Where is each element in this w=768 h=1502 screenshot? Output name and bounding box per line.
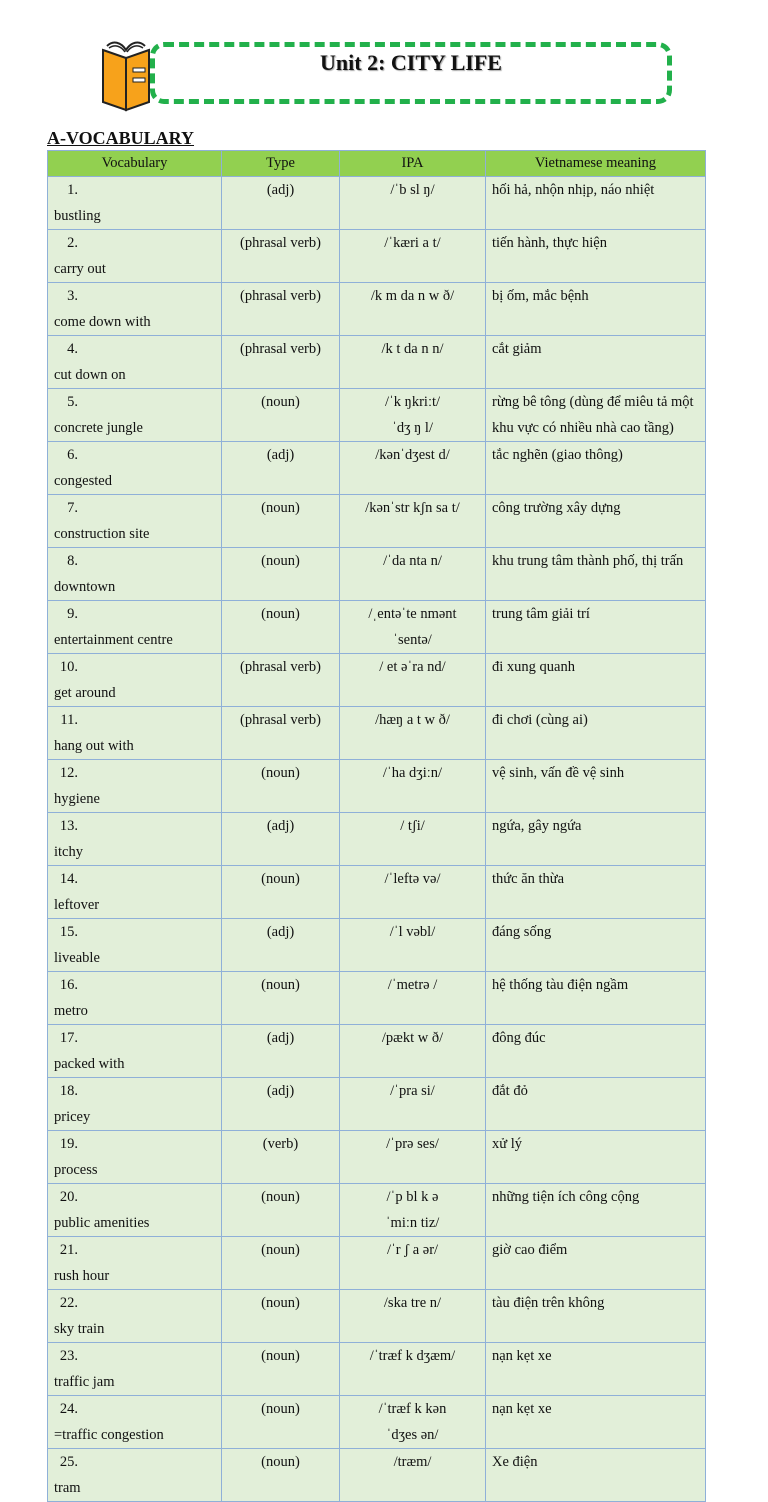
cell-type: (noun)	[222, 1290, 340, 1343]
cell-vocabulary	[48, 336, 222, 389]
cell-ipa: /ˈmetrə /	[340, 972, 486, 1025]
table-row	[48, 1449, 706, 1502]
cell-meaning: xử lý	[486, 1131, 706, 1184]
column-header-type: Type	[222, 151, 340, 177]
vocabulary-word: rush hour	[54, 1268, 110, 1284]
cell-vocabulary	[48, 1396, 222, 1449]
row-number: 6.	[67, 447, 78, 463]
cell-ipa: / tʃi/	[340, 813, 486, 866]
row-number: 15.	[59, 924, 78, 940]
row-number: 10.	[59, 659, 78, 675]
row-number: 20.	[59, 1189, 78, 1205]
cell-type: (phrasal verb)	[222, 336, 340, 389]
vocabulary-word: cut down on	[54, 367, 126, 383]
cell-vocabulary	[48, 866, 222, 919]
cell-type: (phrasal verb)	[222, 707, 340, 760]
row-number: 3.	[67, 288, 78, 304]
cell-ipa: /kənˈdʒest d/	[340, 442, 486, 495]
table-row	[48, 1078, 706, 1131]
cell-type: (noun)	[222, 760, 340, 813]
cell-type: (adj)	[222, 1078, 340, 1131]
cell-type: (adj)	[222, 1025, 340, 1078]
cell-vocabulary	[48, 1131, 222, 1184]
row-number: 1.	[67, 182, 78, 198]
cell-type: (adj)	[222, 442, 340, 495]
table-header-row	[48, 151, 706, 177]
cell-type: (noun)	[222, 1237, 340, 1290]
cell-meaning: giờ cao điểm	[486, 1237, 706, 1290]
table-row	[48, 601, 706, 654]
cell-ipa: /ˈp bl k ə ˈmiːn tiz/	[340, 1184, 486, 1237]
cell-ipa: /hæŋ a t w ð/	[340, 707, 486, 760]
row-number: 21.	[59, 1242, 78, 1258]
cell-vocabulary	[48, 495, 222, 548]
vocabulary-word: bustling	[54, 208, 101, 224]
table-row	[48, 1343, 706, 1396]
cell-type: (noun)	[222, 601, 340, 654]
cell-vocabulary	[48, 813, 222, 866]
cell-vocabulary	[48, 230, 222, 283]
page-title: Unit 2: CITY LIFE	[320, 50, 502, 75]
vocabulary-word: leftover	[54, 897, 100, 913]
cell-ipa: /ˈha dʒiːn/	[340, 760, 486, 813]
cell-meaning: rừng bê tông (dùng để miêu tả một khu vực có nhiều nhà cao tầng)	[486, 389, 706, 442]
cell-meaning: nạn kẹt xe	[486, 1343, 706, 1396]
cell-meaning: thức ăn thừa	[486, 866, 706, 919]
open-book-icon	[95, 38, 157, 112]
row-number: 24.	[59, 1401, 78, 1417]
vocabulary-word: =traffic congestion	[54, 1427, 164, 1443]
row-number: 9.	[67, 606, 78, 622]
cell-ipa: /ˈl vəbl/	[340, 919, 486, 972]
vocabulary-word: public amenities	[54, 1215, 150, 1231]
section-heading: A-VOCABULARY	[47, 128, 195, 148]
row-number: 11.	[60, 712, 78, 728]
vocabulary-word: come down with	[54, 314, 151, 330]
vocabulary-word: itchy	[54, 844, 83, 860]
cell-ipa: /ˈda nta n/	[340, 548, 486, 601]
cell-meaning: tiến hành, thực hiện	[486, 230, 706, 283]
cell-type: (noun)	[222, 1396, 340, 1449]
table-row	[48, 760, 706, 813]
cell-meaning: đi xung quanh	[486, 654, 706, 707]
vocabulary-word: carry out	[54, 261, 106, 277]
row-number: 7.	[67, 500, 78, 516]
row-number: 2.	[67, 235, 78, 251]
cell-ipa: /ˈtræf k dʒæm/	[340, 1343, 486, 1396]
cell-ipa: /ˈleftə və/	[340, 866, 486, 919]
cell-ipa: / et əˈra nd/	[340, 654, 486, 707]
table-row	[48, 707, 706, 760]
table-row	[48, 1131, 706, 1184]
cell-type: (noun)	[222, 1343, 340, 1396]
row-number: 16.	[59, 977, 78, 993]
cell-vocabulary	[48, 548, 222, 601]
row-number: 8.	[67, 553, 78, 569]
cell-meaning: khu trung tâm thành phố, thị trấn	[486, 548, 706, 601]
cell-meaning: Xe điện	[486, 1449, 706, 1502]
cell-ipa: /ˈb sl ŋ/	[340, 177, 486, 230]
cell-type: (verb)	[222, 1131, 340, 1184]
cell-vocabulary	[48, 707, 222, 760]
cell-meaning: ngứa, gây ngứa	[486, 813, 706, 866]
cell-vocabulary	[48, 654, 222, 707]
table-row	[48, 389, 706, 442]
cell-meaning: hối hả, nhộn nhịp, náo nhiệt	[486, 177, 706, 230]
row-number: 25.	[59, 1454, 78, 1470]
cell-meaning: đáng sống	[486, 919, 706, 972]
cell-ipa: /ˈpra si/	[340, 1078, 486, 1131]
row-number: 17.	[59, 1030, 78, 1046]
cell-type: (adj)	[222, 919, 340, 972]
table-row	[48, 919, 706, 972]
cell-vocabulary	[48, 442, 222, 495]
cell-type: (noun)	[222, 972, 340, 1025]
cell-type: (phrasal verb)	[222, 230, 340, 283]
vocabulary-word: metro	[54, 1003, 88, 1019]
cell-type: (noun)	[222, 389, 340, 442]
table-row	[48, 336, 706, 389]
vocabulary-word: congested	[54, 473, 112, 489]
cell-ipa: /pækt w ð/	[340, 1025, 486, 1078]
cell-ipa: /ˈtræf k kən ˈdʒes ən/	[340, 1396, 486, 1449]
vocabulary-word: hang out with	[54, 738, 134, 754]
cell-type: (adj)	[222, 813, 340, 866]
cell-vocabulary	[48, 1025, 222, 1078]
row-number: 14.	[59, 871, 78, 887]
cell-meaning: công trường xây dựng	[486, 495, 706, 548]
table-row	[48, 1290, 706, 1343]
table-row	[48, 442, 706, 495]
vocabulary-word: get around	[54, 685, 116, 701]
table-row	[48, 1025, 706, 1078]
vocabulary-word: packed with	[54, 1056, 125, 1072]
row-number: 19.	[59, 1136, 78, 1152]
table-body	[48, 177, 706, 1502]
cell-type: (phrasal verb)	[222, 283, 340, 336]
table-row	[48, 548, 706, 601]
row-number: 12.	[59, 765, 78, 781]
cell-ipa: /træm/	[340, 1449, 486, 1502]
row-number: 22.	[59, 1295, 78, 1311]
table-row	[48, 177, 706, 230]
table-row	[48, 654, 706, 707]
table-row	[48, 283, 706, 336]
column-header-meaning: Vietnamese meaning	[486, 151, 706, 177]
vocabulary-table	[47, 150, 706, 1502]
cell-vocabulary	[48, 177, 222, 230]
cell-meaning: tắc nghẽn (giao thông)	[486, 442, 706, 495]
table-row	[48, 230, 706, 283]
table-row	[48, 1237, 706, 1290]
cell-vocabulary	[48, 389, 222, 442]
table-row	[48, 1396, 706, 1449]
cell-vocabulary	[48, 1449, 222, 1502]
vocabulary-word: tram	[54, 1480, 81, 1496]
cell-ipa: /kənˈstr kʃn sa t/	[340, 495, 486, 548]
cell-meaning: hệ thống tàu điện ngầm	[486, 972, 706, 1025]
cell-meaning: đông đúc	[486, 1025, 706, 1078]
row-number: 18.	[59, 1083, 78, 1099]
cell-type: (noun)	[222, 495, 340, 548]
cell-vocabulary	[48, 1343, 222, 1396]
cell-ipa: /k t da n n/	[340, 336, 486, 389]
cell-type: (noun)	[222, 548, 340, 601]
table-row	[48, 813, 706, 866]
cell-vocabulary	[48, 1237, 222, 1290]
vocabulary-word: concrete jungle	[54, 420, 143, 436]
vocabulary-word: downtown	[54, 579, 116, 595]
cell-ipa: /ˈprə ses/	[340, 1131, 486, 1184]
vocabulary-word: traffic jam	[54, 1374, 115, 1390]
cell-type: (adj)	[222, 177, 340, 230]
vocabulary-word: pricey	[54, 1109, 91, 1125]
cell-type: (noun)	[222, 1449, 340, 1502]
cell-ipa: /k m da n w ð/	[340, 283, 486, 336]
row-number: 5.	[67, 394, 78, 410]
vocabulary-word: sky train	[54, 1321, 105, 1337]
vocabulary-word: liveable	[54, 950, 100, 966]
cell-vocabulary	[48, 1290, 222, 1343]
cell-vocabulary	[48, 601, 222, 654]
cell-vocabulary	[48, 972, 222, 1025]
cell-ipa: /ˌentəˈte nmənt ˈsentə/	[340, 601, 486, 654]
cell-vocabulary	[48, 1184, 222, 1237]
cell-meaning: nạn kẹt xe	[486, 1396, 706, 1449]
vocabulary-word: construction site	[54, 526, 150, 542]
cell-vocabulary	[48, 919, 222, 972]
table-row	[48, 866, 706, 919]
table-row	[48, 972, 706, 1025]
cell-meaning: cắt giảm	[486, 336, 706, 389]
cell-meaning: đi chơi (cùng ai)	[486, 707, 706, 760]
row-number: 4.	[67, 341, 78, 357]
row-number: 23.	[59, 1348, 78, 1364]
cell-meaning: những tiện ích công cộng	[486, 1184, 706, 1237]
vocabulary-word: hygiene	[54, 791, 100, 807]
column-header-vocabulary: Vocabulary	[48, 151, 222, 177]
cell-ipa: /ˈr ʃ a ər/	[340, 1237, 486, 1290]
cell-vocabulary	[48, 1078, 222, 1131]
cell-vocabulary	[48, 283, 222, 336]
cell-vocabulary	[48, 760, 222, 813]
cell-meaning: đắt đỏ	[486, 1078, 706, 1131]
cell-type: (noun)	[222, 866, 340, 919]
column-header-ipa: IPA	[340, 151, 486, 177]
cell-ipa: /ˈk ŋkriːt/ ˈdʒ ŋ l/	[340, 389, 486, 442]
table-row	[48, 495, 706, 548]
table-row	[48, 1184, 706, 1237]
vocabulary-word: entertainment centre	[54, 632, 173, 648]
vocabulary-word: process	[54, 1162, 98, 1178]
cell-type: (noun)	[222, 1184, 340, 1237]
cell-ipa: /ˈkæri a t/	[340, 230, 486, 283]
cell-meaning: bị ốm, mắc bệnh	[486, 283, 706, 336]
cell-meaning: vệ sinh, vấn đề vệ sinh	[486, 760, 706, 813]
cell-meaning: trung tâm giải trí	[486, 601, 706, 654]
cell-ipa: /ska tre n/	[340, 1290, 486, 1343]
row-number: 13.	[59, 818, 78, 834]
cell-meaning: tàu điện trên không	[486, 1290, 706, 1343]
cell-type: (phrasal verb)	[222, 654, 340, 707]
